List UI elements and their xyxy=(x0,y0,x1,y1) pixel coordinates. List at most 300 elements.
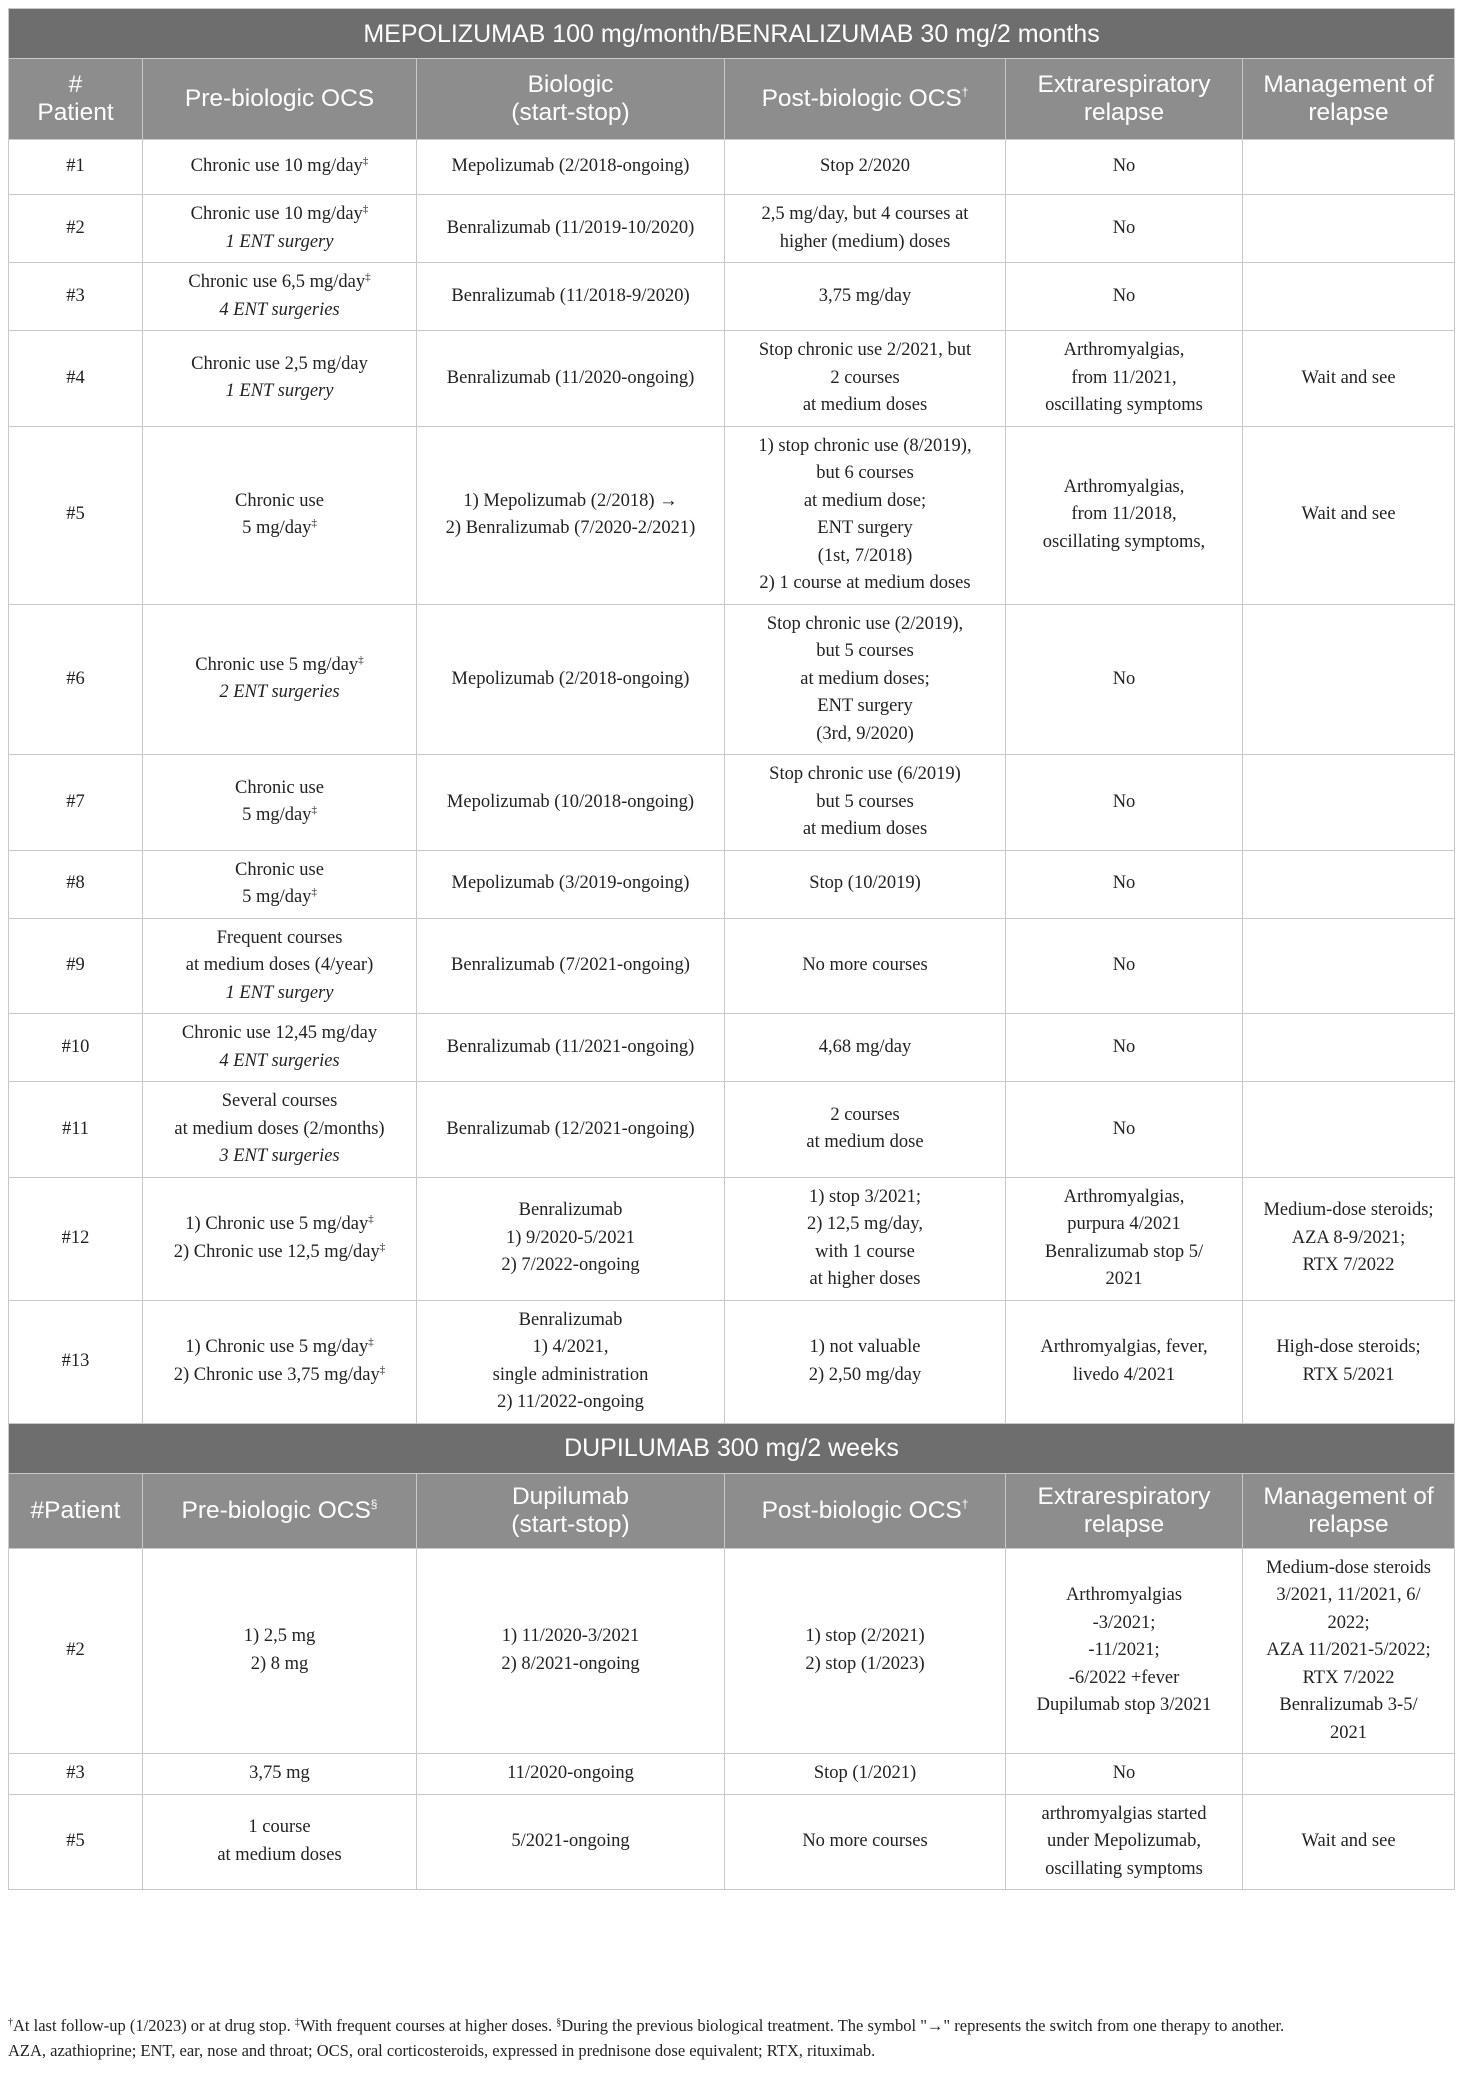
cell-line: Benralizumab (11/2020-ongoing) xyxy=(446,367,695,388)
post-biologic-ocs-cell xyxy=(725,1794,1006,1890)
biologic-cell xyxy=(417,331,725,427)
cell-line: 2 courses xyxy=(830,367,900,388)
post-biologic-ocs-cell xyxy=(725,1014,1006,1082)
header-line: Pre-biologic OCS§ xyxy=(181,1496,378,1524)
cell-line: Stop chronic use (6/2019) xyxy=(769,764,961,784)
cell-line: Mepolizumab (2/2018-ongoing) xyxy=(451,668,690,689)
post-biologic-ocs-cell xyxy=(725,918,1006,1014)
cell-line: but 5 courses xyxy=(816,641,914,661)
cell-line: purpura 4/2021 xyxy=(1067,1214,1181,1234)
cell-line: 1) 11/2020-3/2021 xyxy=(501,1626,640,1647)
cell-line: #8 xyxy=(66,873,85,894)
cell-line: #2 xyxy=(66,1640,85,1660)
cell-line: #3 xyxy=(66,285,85,306)
cell-line: single administration xyxy=(492,1364,649,1385)
cell-line: No xyxy=(1112,285,1136,306)
cell-line: Chronic use xyxy=(235,859,324,880)
biologic-cell xyxy=(417,1177,725,1300)
header-line: Dupilumab xyxy=(511,1482,630,1510)
header-line: Management of xyxy=(1263,1482,1434,1510)
cell-line: Arthromyalgias, xyxy=(1063,476,1185,497)
table-row xyxy=(9,1300,1455,1423)
cell-line: ENT surgery xyxy=(817,696,913,716)
biologics-table xyxy=(8,8,1455,1890)
cell-line: (3rd, 9/2020) xyxy=(816,723,914,744)
header-line: (start-stop) xyxy=(511,1510,630,1538)
cell-line: No xyxy=(1112,1118,1136,1139)
cell-line: at higher doses xyxy=(809,1269,921,1289)
patient-id-cell xyxy=(9,426,143,604)
cell-line: 1) 9/2020-5/2021 xyxy=(506,1227,635,1248)
cell-line: at medium doses xyxy=(217,1844,342,1865)
header-line: Biologic xyxy=(527,71,614,98)
footnote-mark: ‡ xyxy=(368,1336,374,1348)
footnote-mark: ‡ xyxy=(362,203,369,215)
cell-line: #12 xyxy=(61,1227,90,1248)
cell-line: Benralizumab (11/2019-10/2020) xyxy=(446,217,695,238)
patient-id-cell xyxy=(9,331,143,427)
cell-line: with 1 course xyxy=(815,1241,915,1262)
biologic-cell xyxy=(417,850,725,918)
footnote-text: During the previous biological treatment. The symbol "→" represents the switch from one therapy to another. xyxy=(561,2016,1285,2035)
cell-line: RTX 7/2022 xyxy=(1302,1255,1395,1276)
post-biologic-ocs-cell xyxy=(725,850,1006,918)
extrarespiratory-relapse-cell xyxy=(1006,1548,1243,1754)
post-biologic-ocs-cell xyxy=(725,195,1006,263)
management-of-relapse-cell xyxy=(1243,1177,1455,1300)
cell-line: No more courses xyxy=(802,1831,928,1851)
cell-line: arthromyalgias started xyxy=(1041,1803,1207,1824)
table-row xyxy=(9,263,1455,331)
cell-line: Chronic use xyxy=(235,777,324,798)
biologic-cell xyxy=(417,918,725,1014)
cell-line: -11/2021; xyxy=(1088,1640,1160,1660)
footnote-text: With frequent courses at higher doses. xyxy=(299,2016,557,2035)
extrarespiratory-relapse-cell xyxy=(1006,1754,1243,1795)
footnote-mark: ‡ xyxy=(368,1213,374,1225)
table-row xyxy=(9,755,1455,851)
footnote-line-2: AZA, azathioprine; ENT, ear, nose and throat; OCS, oral corticosteroids, expressed in prednisone dose equivalent; RTX, rituximab. xyxy=(8,2041,876,2060)
cell-line: at medium dose; xyxy=(803,490,927,511)
cell-line: Wait and see xyxy=(1301,1831,1396,1851)
column-header-pre-biologic-ocs xyxy=(143,1473,417,1548)
management-of-relapse-cell xyxy=(1243,1082,1455,1178)
cell-line: #3 xyxy=(66,1763,85,1783)
cell-line: 5 mg/day‡ xyxy=(242,886,317,907)
cell-line: at medium dose xyxy=(806,1132,924,1153)
cell-line: 3,75 mg/day xyxy=(818,285,912,306)
cell-line: 1 ENT surgery xyxy=(225,231,334,252)
header-line: Extrarespiratory xyxy=(1037,71,1211,98)
pre-biologic-ocs-cell xyxy=(143,604,417,755)
cell-line: 4,68 mg/day xyxy=(818,1036,912,1057)
patient-id-cell xyxy=(9,1548,143,1754)
cell-line: Stop chronic use (2/2019), xyxy=(766,613,964,634)
table-row xyxy=(9,140,1455,195)
header-line: Extrarespiratory xyxy=(1037,1482,1211,1510)
cell-line: #4 xyxy=(66,367,85,388)
cell-line: AZA 11/2021-5/2022; xyxy=(1266,1640,1431,1660)
cell-line: Stop (1/2021) xyxy=(813,1763,917,1783)
cell-line: Benralizumab 3-5/ xyxy=(1279,1695,1418,1715)
footnote-mark: ‡ xyxy=(311,517,317,529)
management-of-relapse-cell xyxy=(1243,263,1455,331)
section-title-row xyxy=(9,1423,1455,1473)
biologic-cell xyxy=(417,1014,725,1082)
cell-line: 3 ENT surgeries xyxy=(219,1146,340,1166)
biologic-cell xyxy=(417,263,725,331)
cell-line: 3/2021, 11/2021, 6/ xyxy=(1276,1585,1421,1605)
management-of-relapse-cell xyxy=(1243,1754,1455,1795)
pre-biologic-ocs-cell xyxy=(143,1014,417,1082)
cell-line: 2,5 mg/day, but 4 courses at xyxy=(761,204,969,224)
extrarespiratory-relapse-cell xyxy=(1006,140,1243,195)
header-line: (start-stop) xyxy=(511,99,630,126)
column-header-post-biologic-ocs xyxy=(725,1473,1006,1548)
footnote-mark: ‡ xyxy=(379,1363,386,1376)
cell-line: 11/2020-ongoing xyxy=(507,1763,634,1783)
cell-line: Chronic use xyxy=(235,490,324,511)
header-line: relapse xyxy=(1083,1510,1165,1538)
post-biologic-ocs-cell xyxy=(725,1754,1006,1795)
header-line: Pre-biologic OCS xyxy=(184,85,375,112)
post-biologic-ocs-cell xyxy=(725,604,1006,755)
section-title: MEPOLIZUMAB 100 mg/month/BENRALIZUMAB 30 mg/2 months xyxy=(9,9,1455,59)
extrarespiratory-relapse-cell xyxy=(1006,1177,1243,1300)
table-row xyxy=(9,1754,1455,1795)
cell-line: No xyxy=(1112,1763,1136,1783)
cell-line: ENT surgery xyxy=(817,518,913,538)
cell-line: 1 ENT surgery xyxy=(225,982,334,1003)
patient-id-cell xyxy=(9,1754,143,1795)
post-biologic-ocs-cell xyxy=(725,1177,1006,1300)
cell-line: High-dose steroids; xyxy=(1276,1337,1421,1357)
cell-line: Benralizumab (12/2021-ongoing) xyxy=(446,1118,695,1139)
pre-biologic-ocs-cell xyxy=(143,1794,417,1890)
post-biologic-ocs-cell xyxy=(725,1300,1006,1423)
cell-line: #11 xyxy=(61,1118,90,1139)
table-row xyxy=(9,918,1455,1014)
extrarespiratory-relapse-cell xyxy=(1006,918,1243,1014)
footnote-mark: † xyxy=(8,2017,13,2028)
cell-line: #13 xyxy=(61,1350,90,1371)
cell-line: 2) 8 mg xyxy=(250,1653,309,1674)
cell-line: Arthromyalgias, xyxy=(1063,340,1185,360)
cell-line: Frequent courses xyxy=(216,927,343,948)
header-line: Post-biologic OCS† xyxy=(761,85,969,112)
cell-line: Mepolizumab (2/2018-ongoing) xyxy=(451,156,690,177)
column-header-management-of-relapse xyxy=(1243,59,1455,140)
patient-id-cell xyxy=(9,918,143,1014)
cell-line: AZA 8-9/2021; xyxy=(1291,1227,1406,1248)
cell-line: at medium doses xyxy=(802,395,928,415)
cell-line: No xyxy=(1112,668,1136,689)
extrarespiratory-relapse-cell xyxy=(1006,1082,1243,1178)
cell-line: 5 mg/day‡ xyxy=(242,804,317,826)
biologic-cell xyxy=(417,755,725,851)
cell-line: oscillating symptoms, xyxy=(1042,531,1206,552)
cell-line: Chronic use 10 mg/day‡ xyxy=(190,155,369,177)
cell-line: 2 courses xyxy=(830,1104,900,1125)
pre-biologic-ocs-cell xyxy=(143,1754,417,1795)
cell-line: 4 ENT surgeries xyxy=(219,299,340,320)
section-dupilumab xyxy=(9,1423,1455,1890)
cell-line: at medium doses; xyxy=(800,668,930,689)
cell-line: RTX 5/2021 xyxy=(1302,1364,1395,1385)
cell-line: Arthromyalgias xyxy=(1065,1585,1183,1605)
column-header-row xyxy=(9,59,1455,140)
cell-line: at medium doses (2/months) xyxy=(174,1118,385,1139)
table-row xyxy=(9,331,1455,427)
post-biologic-ocs-cell xyxy=(725,331,1006,427)
biologic-cell xyxy=(417,604,725,755)
footnote-text: At last follow-up (1/2023) or at drug stop. xyxy=(13,2016,295,2035)
footnote-mark: ‡ xyxy=(365,271,371,283)
column-header-pre-biologic-ocs xyxy=(143,59,417,140)
pre-biologic-ocs-cell xyxy=(143,755,417,851)
header-line: Post-biologic OCS† xyxy=(761,1496,969,1524)
cell-line: RTX 7/2022 xyxy=(1302,1667,1395,1688)
table-row xyxy=(9,1014,1455,1082)
post-biologic-ocs-cell xyxy=(725,1082,1006,1178)
cell-line: 1) 4/2021, xyxy=(532,1337,609,1357)
cell-line: Benralizumab (11/2021-ongoing) xyxy=(446,1036,695,1057)
table-row xyxy=(9,426,1455,604)
patient-id-cell xyxy=(9,263,143,331)
header-line: Management of xyxy=(1263,71,1434,98)
cell-line: Chronic use 6,5 mg/day‡ xyxy=(188,271,371,292)
post-biologic-ocs-cell xyxy=(725,140,1006,195)
cell-line: 2) 12,5 mg/day, xyxy=(807,1214,923,1234)
column-header-extrarespiratory-relapse xyxy=(1006,1473,1243,1548)
pre-biologic-ocs-cell xyxy=(143,1300,417,1423)
pre-biologic-ocs-cell xyxy=(143,1082,417,1178)
cell-line: Chronic use 5 mg/day‡ xyxy=(195,653,364,675)
cell-line: No xyxy=(1112,791,1136,812)
cell-line: No xyxy=(1112,217,1136,238)
column-header-biologic xyxy=(417,1473,725,1548)
patient-id-cell xyxy=(9,604,143,755)
column-header-patient-id xyxy=(9,1473,143,1548)
management-of-relapse-cell xyxy=(1243,1300,1455,1423)
cell-line: 1) stop 3/2021; xyxy=(808,1186,922,1207)
cell-line: Stop 2/2020 xyxy=(820,156,910,177)
cell-line: Benralizumab xyxy=(518,1200,623,1221)
cell-line: #2 xyxy=(66,217,85,238)
cell-line: 2) Chronic use 12,5 mg/day‡ xyxy=(173,1240,386,1262)
management-of-relapse-cell xyxy=(1243,1014,1455,1082)
cell-line: at medium doses (4/year) xyxy=(185,955,374,975)
extrarespiratory-relapse-cell xyxy=(1006,850,1243,918)
pre-biologic-ocs-cell xyxy=(143,263,417,331)
cell-line: 1 course xyxy=(248,1817,311,1838)
management-of-relapse-cell xyxy=(1243,331,1455,427)
table-row xyxy=(9,604,1455,755)
post-biologic-ocs-cell xyxy=(725,755,1006,851)
cell-line: 2) 2,50 mg/day xyxy=(808,1364,922,1385)
cell-line: oscillating symptoms xyxy=(1045,395,1203,415)
table-row xyxy=(9,1082,1455,1178)
cell-line: No xyxy=(1112,955,1136,975)
cell-line: 2022; xyxy=(1327,1612,1370,1633)
column-header-row xyxy=(9,1473,1455,1548)
header-line: relapse xyxy=(1083,99,1165,126)
column-header-extrarespiratory-relapse xyxy=(1006,59,1243,140)
patient-id-cell xyxy=(9,195,143,263)
footnote-mark: ‡ xyxy=(311,886,317,898)
cell-line: 1) 2,5 mg xyxy=(243,1626,316,1647)
extrarespiratory-relapse-cell xyxy=(1006,1300,1243,1423)
section-title: DUPILUMAB 300 mg/2 weeks xyxy=(9,1423,1455,1473)
biologic-cell xyxy=(417,1300,725,1423)
pre-biologic-ocs-cell xyxy=(143,426,417,604)
column-header-biologic xyxy=(417,59,725,140)
patient-id-cell xyxy=(9,1014,143,1082)
footnote-mark: ‡ xyxy=(358,653,364,666)
extrarespiratory-relapse-cell xyxy=(1006,604,1243,755)
pre-biologic-ocs-cell xyxy=(143,331,417,427)
management-of-relapse-cell xyxy=(1243,1548,1455,1754)
cell-line: 2) 8/2021-ongoing xyxy=(501,1653,640,1674)
cell-line: 3,75 mg xyxy=(249,1763,310,1783)
cell-line: 1) Chronic use 5 mg/day‡ xyxy=(185,1336,374,1357)
cell-line: 2) 11/2022-ongoing xyxy=(497,1392,644,1412)
biologic-cell xyxy=(417,140,725,195)
table-row xyxy=(9,1548,1455,1754)
patient-id-cell xyxy=(9,1082,143,1178)
biologic-cell xyxy=(417,195,725,263)
cell-line: 2) 1 course at medium doses xyxy=(759,573,971,593)
column-header-post-biologic-ocs xyxy=(725,59,1006,140)
cell-line: No more courses xyxy=(802,955,928,975)
column-header-patient-id xyxy=(9,59,143,140)
cell-line: Stop (10/2019) xyxy=(809,873,921,894)
extrarespiratory-relapse-cell xyxy=(1006,331,1243,427)
cell-line: Chronic use 2,5 mg/day xyxy=(191,353,368,374)
management-of-relapse-cell xyxy=(1243,755,1455,851)
table-row xyxy=(9,850,1455,918)
footnote-mark: ‡ xyxy=(362,155,369,168)
cell-line: -3/2021; xyxy=(1092,1612,1156,1633)
biologic-cell xyxy=(417,426,725,604)
header-line: relapse xyxy=(1308,1510,1389,1538)
cell-line: Benralizumab (7/2021-ongoing) xyxy=(451,955,690,975)
cell-line: 2021 xyxy=(1330,1722,1368,1743)
management-of-relapse-cell xyxy=(1243,604,1455,755)
cell-line: Stop chronic use 2/2021, but xyxy=(758,340,972,360)
footnote-line-1 xyxy=(8,2013,1454,2038)
cell-line: Arthromyalgias, xyxy=(1063,1186,1185,1207)
patient-id-cell xyxy=(9,755,143,851)
pre-biologic-ocs-cell xyxy=(143,918,417,1014)
cell-line: Benralizumab stop 5/ xyxy=(1044,1241,1204,1262)
table-row xyxy=(9,195,1455,263)
cell-line: Mepolizumab (10/2018-ongoing) xyxy=(446,791,695,812)
cell-line: Mepolizumab (3/2019-ongoing) xyxy=(451,873,690,894)
header-line: # xyxy=(68,71,83,98)
patient-id-cell xyxy=(9,1300,143,1423)
section-title-row xyxy=(9,9,1455,59)
cell-line: #5 xyxy=(66,1831,85,1851)
cell-line: 2 ENT surgeries xyxy=(219,682,340,703)
footnote-mark: § xyxy=(556,2017,562,2028)
pre-biologic-ocs-cell xyxy=(143,850,417,918)
extrarespiratory-relapse-cell xyxy=(1006,1014,1243,1082)
table-row xyxy=(9,1794,1455,1890)
management-of-relapse-cell xyxy=(1243,1794,1455,1890)
cell-line: #6 xyxy=(66,668,85,689)
management-of-relapse-cell xyxy=(1243,918,1455,1014)
cell-line: 2) stop (1/2023) xyxy=(805,1653,925,1674)
pre-biologic-ocs-cell xyxy=(143,1548,417,1754)
footnote-mark: † xyxy=(961,85,969,99)
patient-id-cell xyxy=(9,1794,143,1890)
cell-line: No xyxy=(1112,1036,1136,1057)
pre-biologic-ocs-cell xyxy=(143,195,417,263)
management-of-relapse-cell xyxy=(1243,195,1455,263)
pre-biologic-ocs-cell xyxy=(143,140,417,195)
cell-line: No xyxy=(1112,873,1136,894)
management-of-relapse-cell xyxy=(1243,140,1455,195)
footnotes xyxy=(8,2013,1454,2063)
footnote-mark: † xyxy=(961,1496,969,1511)
cell-line: #7 xyxy=(66,791,85,812)
cell-line: Medium-dose steroids xyxy=(1266,1557,1431,1578)
cell-line: 1) Chronic use 5 mg/day‡ xyxy=(185,1213,374,1234)
biologic-cell xyxy=(417,1794,725,1890)
cell-line: 2) Chronic use 3,75 mg/day‡ xyxy=(173,1363,386,1385)
biologic-cell xyxy=(417,1754,725,1795)
column-header-management-of-relapse xyxy=(1243,1473,1455,1548)
cell-line: -6/2022 +fever xyxy=(1068,1667,1180,1688)
section-mepolizumab-benralizumab xyxy=(9,9,1455,1424)
cell-line: 1 ENT surgery xyxy=(225,381,334,402)
cell-line: Medium-dose steroids; xyxy=(1263,1200,1434,1221)
cell-line: 1) stop (2/2021) xyxy=(805,1626,925,1647)
cell-line: #1 xyxy=(66,156,85,177)
footnote-mark: § xyxy=(370,1496,378,1511)
cell-line: from 11/2018, xyxy=(1071,504,1177,525)
cell-line: oscillating symptoms xyxy=(1045,1858,1203,1879)
cell-line: #10 xyxy=(61,1036,90,1057)
post-biologic-ocs-cell xyxy=(725,426,1006,604)
cell-line: Benralizumab (11/2018-9/2020) xyxy=(451,285,690,306)
patient-id-cell xyxy=(9,1177,143,1300)
biologic-cell xyxy=(417,1548,725,1754)
post-biologic-ocs-cell xyxy=(725,263,1006,331)
header-line: Patient xyxy=(37,99,114,126)
cell-line: 5 mg/day‡ xyxy=(242,517,317,538)
extrarespiratory-relapse-cell xyxy=(1006,426,1243,604)
management-of-relapse-cell xyxy=(1243,850,1455,918)
cell-line: at medium doses xyxy=(802,819,928,839)
cell-line: livedo 4/2021 xyxy=(1072,1364,1176,1385)
cell-line: 2021 xyxy=(1105,1269,1143,1289)
cell-line: (1st, 7/2018) xyxy=(817,545,913,566)
cell-line: #9 xyxy=(66,955,85,975)
footnote-mark: ‡ xyxy=(311,804,317,817)
extrarespiratory-relapse-cell xyxy=(1006,1794,1243,1890)
cell-line: Arthromyalgias, fever, xyxy=(1040,1337,1208,1357)
cell-line: Benralizumab xyxy=(518,1309,623,1330)
biologic-cell xyxy=(417,1082,725,1178)
cell-line: Chronic use 12,45 mg/day xyxy=(181,1023,378,1043)
cell-line: #5 xyxy=(66,504,85,525)
cell-line: Chronic use 10 mg/day‡ xyxy=(190,203,369,224)
extrarespiratory-relapse-cell xyxy=(1006,195,1243,263)
cell-line: Dupilumab stop 3/2021 xyxy=(1036,1695,1212,1715)
cell-line: 1) Mepolizumab (2/2018) → xyxy=(463,490,678,511)
